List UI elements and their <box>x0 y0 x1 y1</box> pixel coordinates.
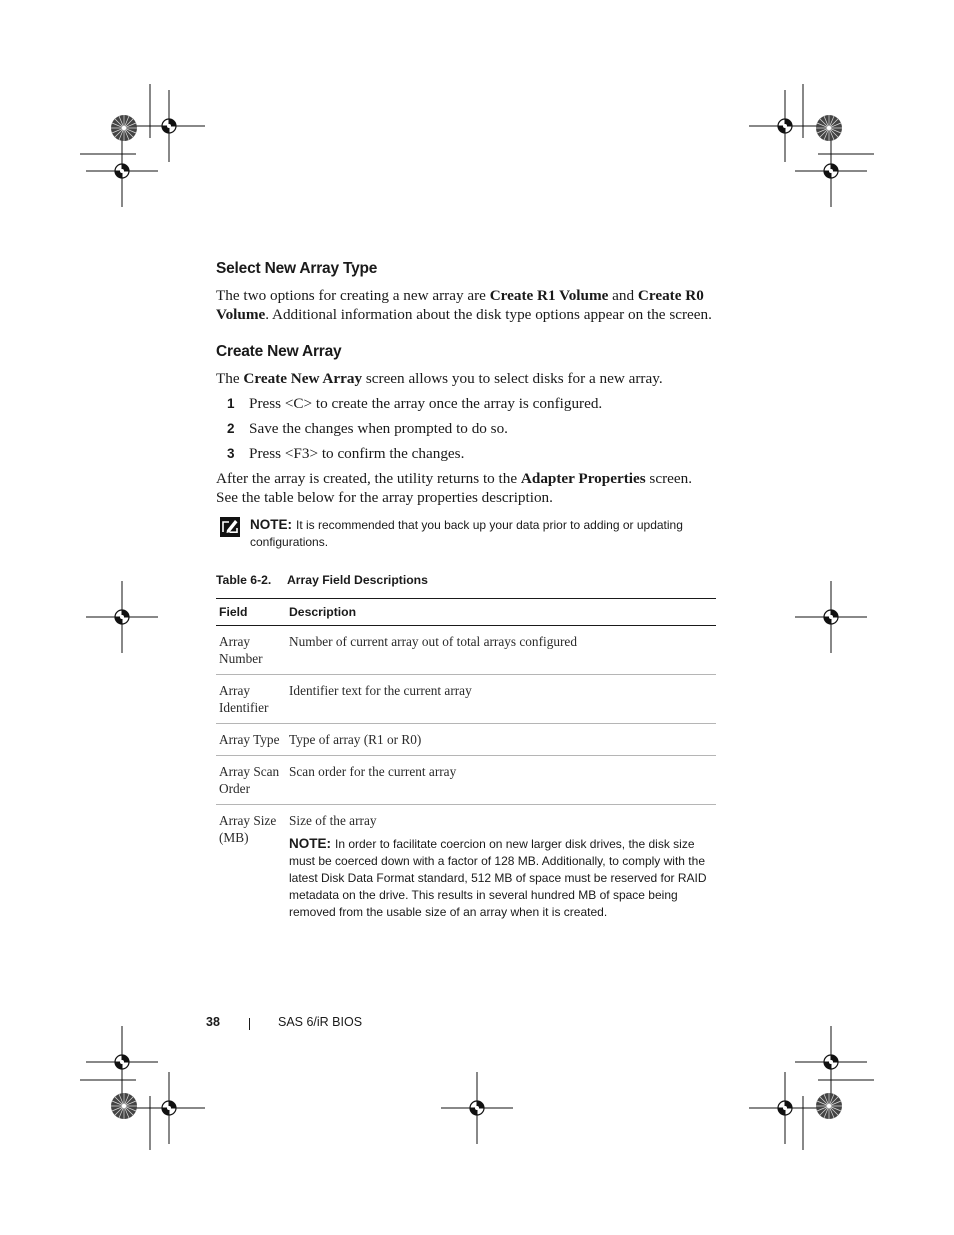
table-caption: Table 6-2. Array Field Descriptions <box>216 573 428 587</box>
note-label: NOTE: <box>250 517 292 532</box>
table-header-row <box>216 599 716 626</box>
note-callout <box>216 516 716 551</box>
section-heading-select-new-array-type: Select New Array Type <box>216 260 378 277</box>
steps-list <box>216 394 716 463</box>
list-item: 3 Press <F3> to confirm the changes. <box>227 445 465 462</box>
table-row: Array Identifier Identifier text for the current array <box>216 675 716 724</box>
footer-separator <box>249 1018 250 1030</box>
table-row: Array Type Type of array (R1 or R0) <box>216 724 716 756</box>
array-field-descriptions-table <box>216 598 716 928</box>
select-array-type-paragraph: The two options for creating a new array are Create R1 Volume and Create R0 Volume. Additional information about the disk type options appear on the screen. <box>216 287 712 323</box>
page-number: 38 <box>206 1015 220 1029</box>
list-item: 2 Save the changes when prompted to do so. <box>227 420 508 437</box>
note-pencil-icon <box>220 517 240 537</box>
section-heading-create-new-array: Create New Array <box>216 343 342 360</box>
column-header-field: Field <box>216 599 286 626</box>
footer-title: SAS 6/iR BIOS <box>278 1015 363 1029</box>
table-row: Array Number Number of current array out of total arrays configured <box>216 626 716 675</box>
table-row: Array Scan Order Scan order for the current array <box>216 756 716 805</box>
page-content <box>216 258 716 928</box>
note-text: It is recommended that you back up your data prior to adding or updating configurations. <box>250 518 683 549</box>
create-new-array-paragraph: The Create New Array screen allows you to select disks for a new array. <box>216 370 663 387</box>
table-cell-note: NOTE: In order to facilitate coercion on new larger disk drives, the disk size must be coerced down with a factor of 128 MB. Additionally, to comply with the latest Disk Data Format standard, 512 MB of space must be reserved for RAID metadata on the drive. This results in several hundred MB of space being removed from the usable size of an array when it is created. <box>289 836 707 919</box>
column-header-description: Description <box>286 599 716 626</box>
list-item: 1 Press <C> to create the array once the array is configured. <box>227 395 603 412</box>
after-array-created-paragraph: After the array is created, the utility returns to the Adapter Properties screen. See the table below for the array properties description. <box>216 470 693 506</box>
table-row: Array Size (MB) Size of the array NOTE: In order to facilitate coercion on new larger disk drives, the disk size must be coerced down with a factor of 128 MB. Additionally, to comply with the latest Disk Data Format standard, 512 MB of space must be reserved for RAID metadata on the drive. This results in several hundred MB of space being removed from the usable size of an array when it is created. <box>216 805 716 929</box>
